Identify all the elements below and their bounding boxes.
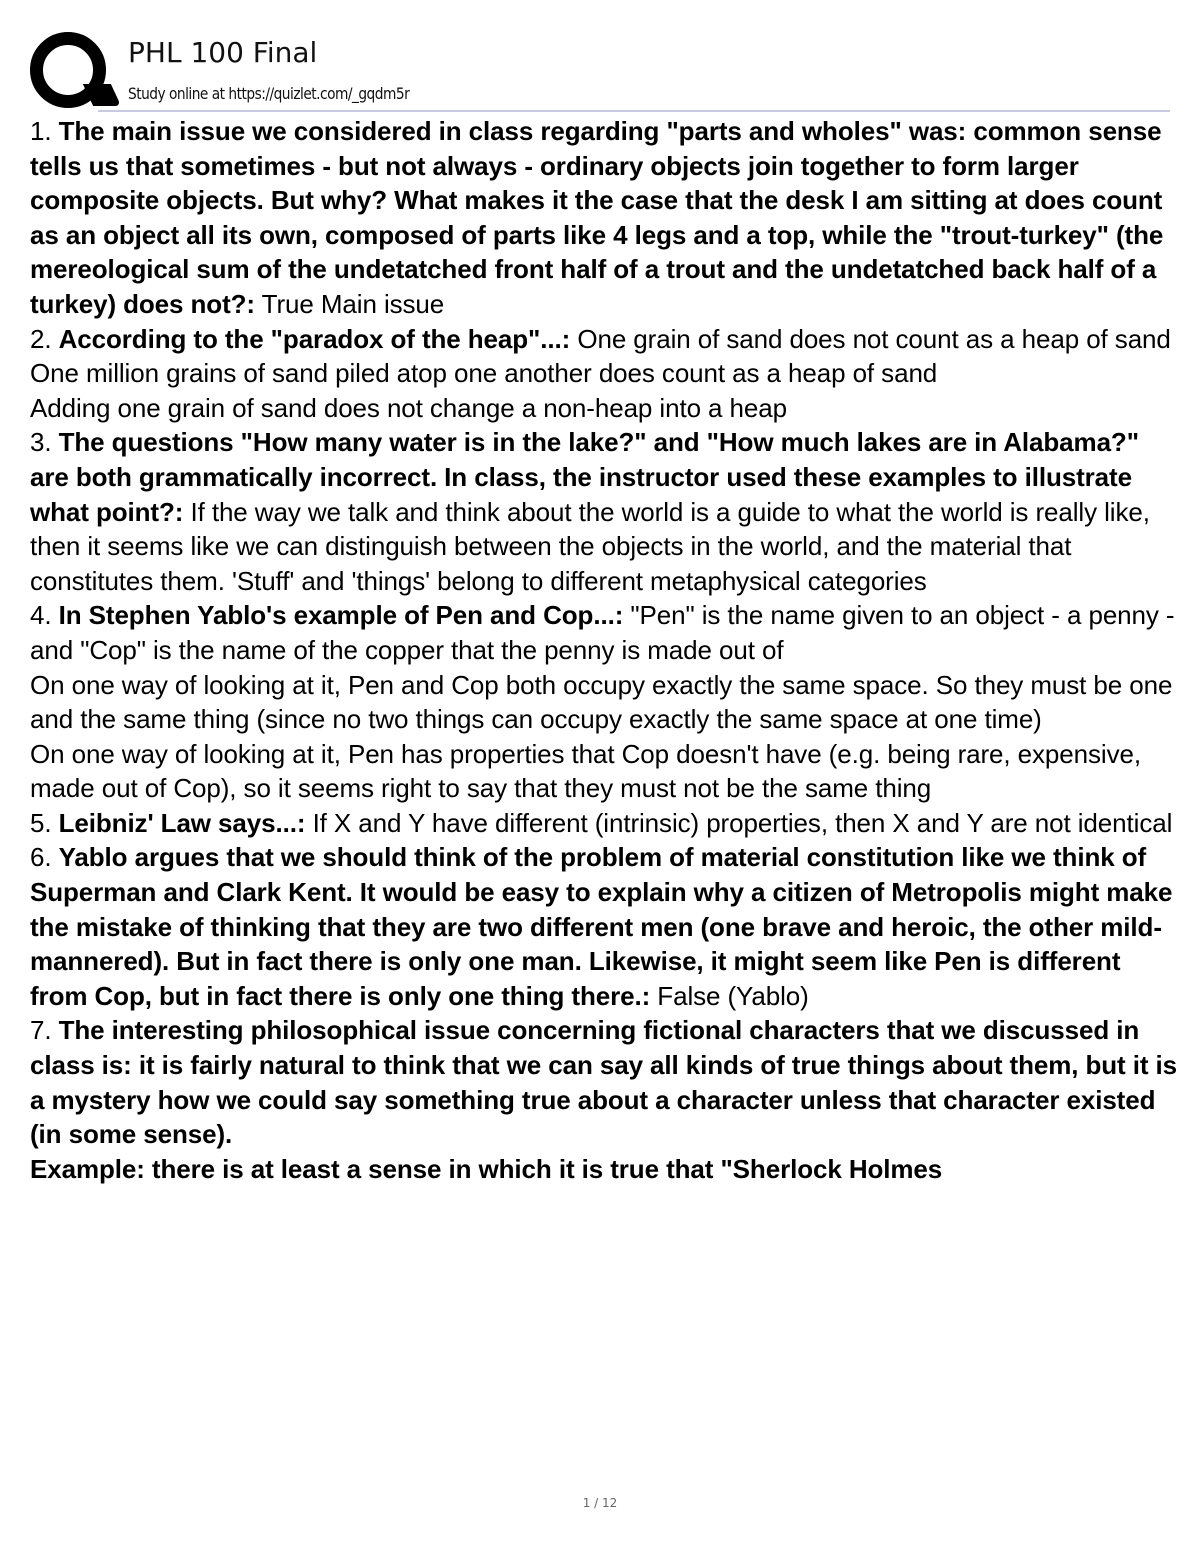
item-answer: "Pen" is the name given to an object - a penny - and "Cop" is the name of the copper that the penny is made out of On one way of looking at it, Pen and Cop both occupy exactly the same space. So they must be one and the same thing (since no two things can occupy exactly the same space at one time) On one way of looking at it, Pen has properties that Cop doesn't have (e.g. being rare, expensive, made out of Cop), so it seems right to say that they must not be the same thing — [30, 600, 1175, 804]
document-header — [30, 32, 1180, 112]
quizlet-logo-tail — [83, 84, 121, 106]
item-number: 3. — [30, 427, 52, 458]
item-answer: False (Yablo) — [657, 980, 809, 1011]
header-divider — [98, 110, 1170, 112]
flashcard-item-5 — [30, 806, 1180, 841]
flashcard-list — [30, 114, 1180, 1186]
item-answer: If X and Y have different (intrinsic) properties, then X and Y are not identical — [312, 807, 1173, 838]
item-question: The questions "How many water is in the lake?" and "How much lakes are in Alabama?" are both grammatically incorrect. In class, the instructor used these examples to illustrate what point?: — [30, 427, 1139, 527]
item-question: Yablo argues that we should think of the problem of material constitution like we think of Superman and Clark Kent. It would be easy to explain why a citizen of Metropolis might make the mistake of thinking that they are two different men (one brave and heroic, the other mild-mannered). But in fact there is only one man. Likewise, it might seem like Pen is different from Cop, but in fact there is only one thing there.: — [30, 842, 1173, 1011]
item-number: 5. — [30, 807, 52, 838]
flashcard-item-6 — [30, 840, 1180, 1013]
item-answer: True Main issue — [261, 288, 445, 319]
item-number: 1. — [30, 116, 52, 146]
flashcard-item-3 — [30, 425, 1180, 598]
item-number: 2. — [30, 323, 52, 354]
document-title: PHL 100 Final — [128, 36, 318, 69]
item-question: According to the "paradox of the heap"...: — [58, 323, 571, 354]
study-online-link[interactable]: Study online at https://quizlet.com/_gqdm5r — [128, 84, 410, 103]
flashcard-item-1 — [30, 114, 1180, 322]
item-number: 4. — [30, 600, 52, 631]
flashcard-item-2 — [30, 322, 1180, 426]
item-number: 7. — [30, 1015, 52, 1046]
flashcard-item-7 — [30, 1013, 1180, 1186]
flashcard-item-4 — [30, 598, 1180, 806]
item-answer: One grain of sand does not count as a heap of sand One million grains of sand piled atop one another does count as a heap of sand Adding one grain of sand does not change a non-heap into a heap — [30, 323, 1171, 423]
item-number: 6. — [30, 842, 52, 873]
item-answer: If the way we talk and think about the world is a guide to what the world is really like, then it seems like we can distinguish between the objects in the world, and the material that constitutes them. 'Stuff' and 'things' belong to different metaphysical categories — [30, 496, 1150, 596]
item-question: The main issue we considered in class regarding "parts and wholes" was: common sense tells us that sometimes - but not always - ordinary objects join together to form larger composite objects. But why? What makes it the case that the desk I am sitting at does count as an object all its own, composed of parts like 4 legs and a top, while the "trout-turkey" (the mereological sum of the undetatched front half of a trout and the undetatched back half of a turkey) does not?: — [30, 116, 1164, 319]
item-question: Leibniz' Law says...: — [58, 807, 306, 838]
page-number: 1 / 12 — [582, 1496, 618, 1510]
item-question: The interesting philosophical issue concerning fictional characters that we discussed in class is: it is fairly natural to think that we can say all kinds of true things about them, but it is a mystery how we could say something true about a character unless that character existed (in some sense). Example: there is at least a sense in which it is true that "Sherlock Holmes — [30, 1015, 1178, 1184]
item-question: In Stephen Yablo's example of Pen and Cop...: — [58, 600, 624, 631]
